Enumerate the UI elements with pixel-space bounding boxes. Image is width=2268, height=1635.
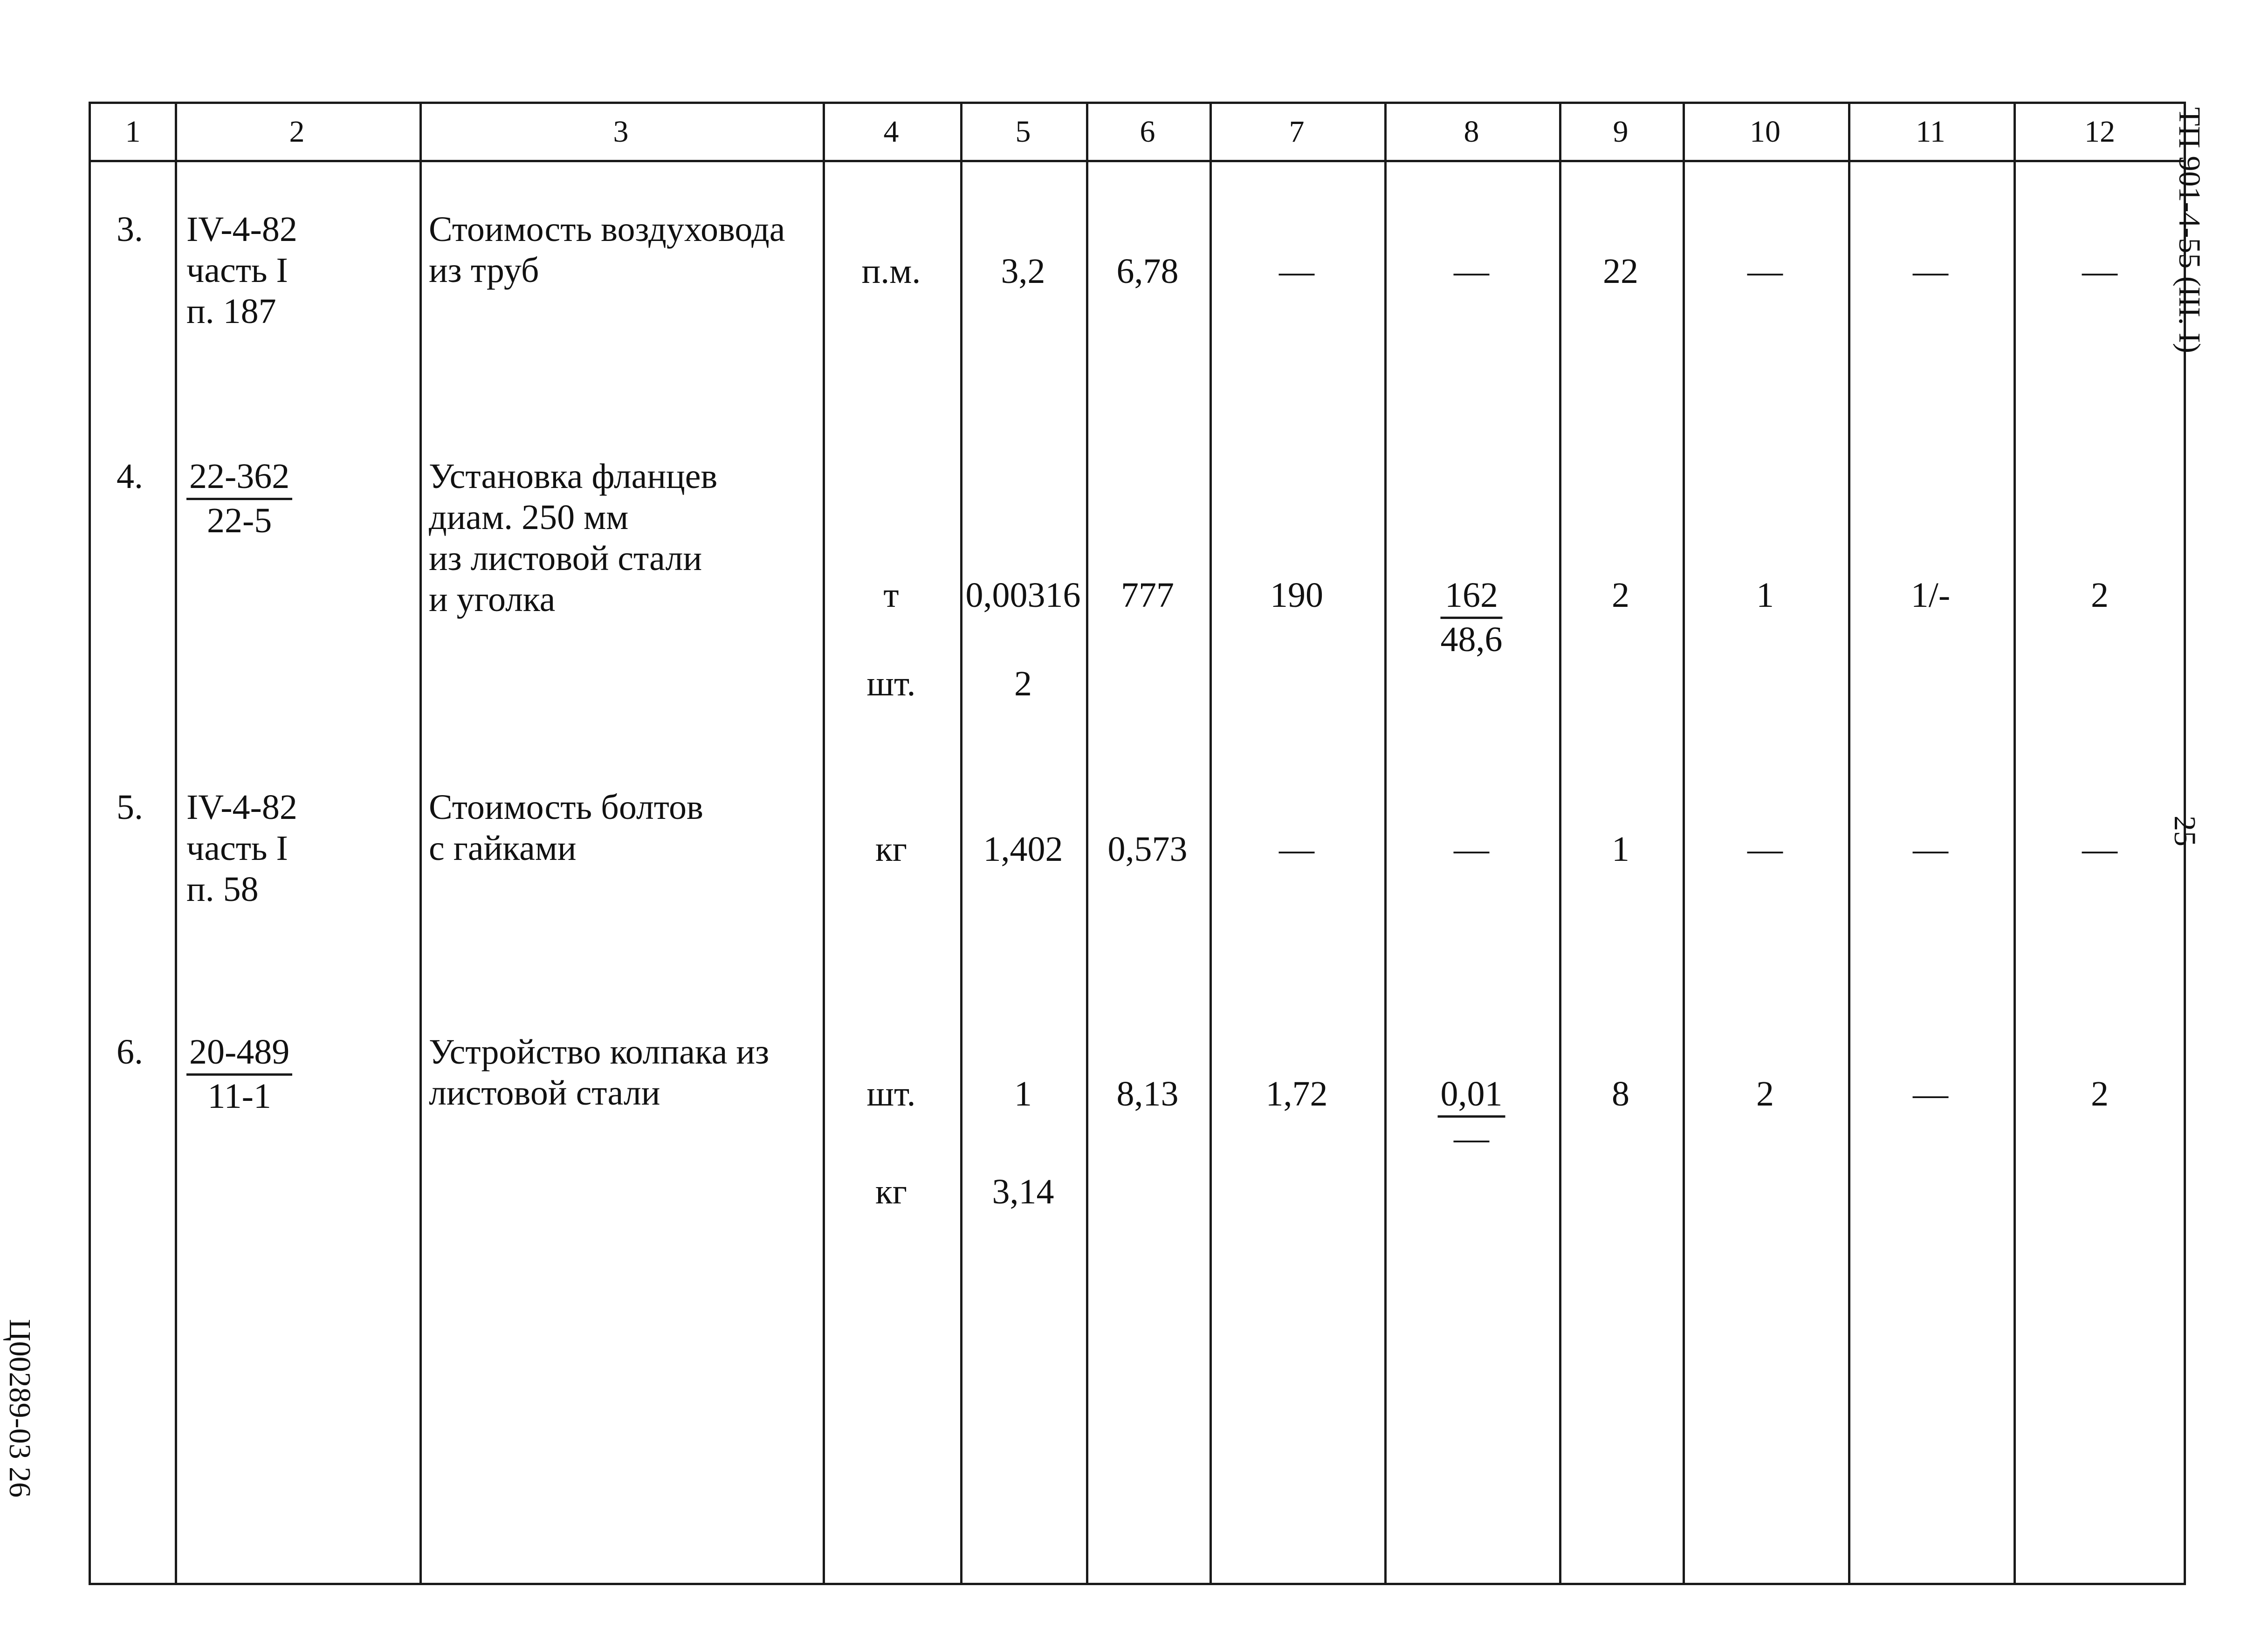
work-description (429, 787, 703, 869)
description-line: листовой стали (429, 1073, 660, 1113)
col-header-3: 3 (613, 115, 629, 149)
row-number: 4. (117, 457, 143, 496)
norm-code-numerator: 22-362 (186, 456, 292, 500)
col-header-12: 12 (2084, 115, 2115, 149)
col-11-value: — (1913, 830, 1948, 869)
work-description (429, 456, 717, 620)
col-6-value: 6,78 (1116, 252, 1179, 291)
col-header-4: 4 (883, 115, 899, 149)
norm-code (186, 209, 297, 332)
col-10-value: — (1747, 830, 1783, 869)
col-header-11: 11 (1916, 115, 1945, 149)
norm-code (186, 1031, 292, 1117)
norm-code-line: IV-4-82 (186, 210, 297, 249)
description-line: и уголка (429, 580, 556, 619)
document-code-margin: ТП 901-4-55 (III. I) (2172, 107, 2206, 353)
description-line: с гайками (429, 829, 577, 868)
col-8-numerator: 162 (1441, 575, 1503, 619)
description-line: Установка фланцев (429, 457, 718, 496)
quantity: 3,2 (1001, 252, 1045, 291)
col-header-5: 5 (1015, 115, 1031, 149)
description-line: Стоимость воздуховода (429, 210, 785, 249)
col-8-fraction (1441, 575, 1503, 660)
col-divider (823, 104, 825, 1583)
header-divider (91, 160, 2184, 162)
col-divider (960, 104, 962, 1583)
col-9-value: 22 (1603, 252, 1638, 291)
unit-secondary: кг (875, 1172, 907, 1211)
col-divider (175, 104, 177, 1583)
col-6-value: 777 (1121, 576, 1174, 615)
col-7-value: — (1279, 830, 1314, 869)
unit: кг (875, 830, 907, 869)
col-12-value: 2 (2091, 576, 2109, 615)
unit-secondary: шт. (866, 664, 916, 703)
col-8-value: — (1454, 830, 1489, 869)
row-number: 3. (117, 210, 143, 249)
norm-code-line: п. 58 (186, 870, 259, 909)
description-line: из труб (429, 251, 539, 290)
description-line: диам. 250 мм (429, 498, 629, 537)
norm-code-numerator: 20-489 (186, 1031, 292, 1076)
unit: шт. (866, 1074, 916, 1113)
work-description (429, 1031, 769, 1113)
col-12-value: — (2082, 830, 2117, 869)
col-7-value: 190 (1270, 576, 1323, 615)
col-7-value: — (1279, 252, 1314, 291)
col-8-numerator: 0,01 (1438, 1073, 1505, 1118)
col-header-8: 8 (1464, 115, 1479, 149)
norm-code-line: п. 187 (186, 292, 276, 331)
col-8-denominator: 48,6 (1440, 620, 1503, 659)
col-header-7: 7 (1289, 115, 1305, 149)
col-7-value: 1,72 (1265, 1074, 1328, 1113)
norm-code (186, 787, 297, 910)
col-divider (1210, 104, 1212, 1583)
norm-code-line: часть I (186, 829, 288, 868)
quantity-secondary: 3,14 (992, 1172, 1054, 1211)
norm-code-denominator: 22-5 (207, 501, 272, 540)
col-6-value: 8,13 (1116, 1074, 1179, 1113)
norm-code (186, 456, 292, 541)
quantity: 1 (1014, 1074, 1032, 1113)
work-description (429, 209, 785, 291)
col-divider (419, 104, 422, 1583)
description-line: Устройство колпака из (429, 1032, 770, 1072)
col-12-value: 2 (2091, 1074, 2109, 1113)
col-divider (1848, 104, 1850, 1583)
unit: т (883, 576, 899, 615)
unit: п.м. (861, 252, 921, 291)
col-8-value: — (1454, 252, 1489, 291)
col-divider (2014, 104, 2016, 1583)
norm-code-denominator: 11-1 (207, 1077, 271, 1116)
description-line: Стоимость болтов (429, 788, 703, 827)
quantity: 1,402 (983, 830, 1063, 869)
col-header-2: 2 (289, 115, 305, 149)
col-header-1: 1 (125, 115, 141, 149)
col-divider (1559, 104, 1561, 1583)
row-number: 5. (117, 788, 143, 827)
col-header-10: 10 (1750, 115, 1780, 149)
page-number-margin: 25 (2168, 816, 2202, 846)
col-11-value: 1/- (1911, 576, 1951, 615)
col-8-fraction (1438, 1073, 1505, 1159)
col-11-value: — (1913, 1074, 1948, 1113)
col-10-value: 1 (1756, 576, 1774, 615)
estimate-table (89, 102, 2186, 1585)
quantity: 0,00316 (965, 576, 1081, 615)
col-9-value: 1 (1612, 830, 1629, 869)
sheet-code-margin: Ц00289-03 26 (3, 1319, 37, 1498)
col-header-9: 9 (1613, 115, 1629, 149)
quantity-secondary: 2 (1014, 664, 1032, 703)
col-12-value: — (2082, 252, 2117, 291)
col-divider (1683, 104, 1685, 1583)
col-9-value: 2 (1612, 576, 1629, 615)
norm-code-line: часть I (186, 251, 288, 290)
col-divider (1384, 104, 1387, 1583)
col-header-6: 6 (1140, 115, 1155, 149)
col-11-value: — (1913, 252, 1948, 291)
col-divider (1086, 104, 1088, 1583)
col-10-value: 2 (1756, 1074, 1774, 1113)
norm-code-line: IV-4-82 (186, 788, 297, 827)
row-number: 6. (117, 1032, 143, 1072)
description-line: из листовой стали (429, 539, 702, 578)
col-8-denominator: — (1454, 1119, 1489, 1158)
col-10-value: — (1747, 252, 1783, 291)
col-9-value: 8 (1612, 1074, 1629, 1113)
col-6-value: 0,573 (1107, 830, 1188, 869)
